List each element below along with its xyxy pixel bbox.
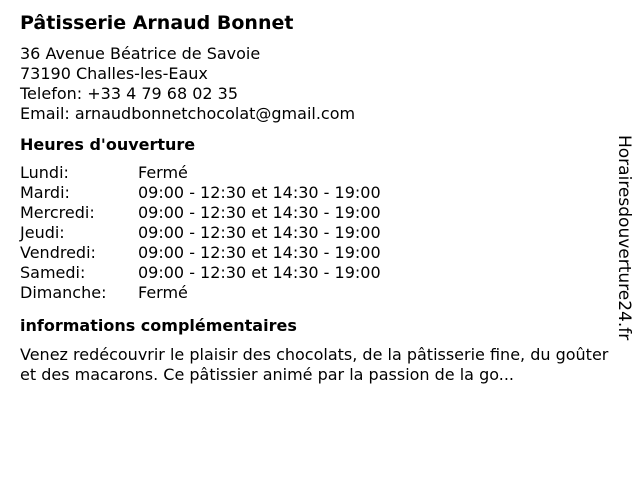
hours-day: Samedi: (20, 263, 86, 282)
hours-time: 09:00 - 12:30 et 14:30 - 19:00 (138, 263, 381, 282)
hours-day: Dimanche: (20, 283, 107, 302)
site-watermark: Horairesdouverture24.fr (614, 135, 634, 341)
hours-time: 09:00 - 12:30 et 14:30 - 19:00 (138, 203, 381, 222)
hours-day: Mardi: (20, 183, 70, 202)
opening-hours-table (20, 163, 620, 303)
hours-row-thursday (20, 223, 620, 243)
hours-day: Vendredi: (20, 243, 96, 262)
additional-info-section (20, 315, 620, 385)
hours-time: 09:00 - 12:30 et 14:30 - 19:00 (138, 223, 381, 242)
business-address (20, 44, 620, 124)
hours-day: Lundi: (20, 163, 69, 182)
business-name: Pâtisserie Arnaud Bonnet (20, 12, 294, 34)
hours-day: Mercredi: (20, 203, 95, 222)
hours-row-friday (20, 243, 620, 263)
hours-row-saturday (20, 263, 620, 283)
additional-info-title: informations complémentaires (20, 316, 297, 335)
hours-time: 09:00 - 12:30 et 14:30 - 19:00 (138, 243, 381, 262)
opening-hours-section (20, 134, 620, 303)
hours-time: Fermé (138, 163, 188, 182)
hours-time: 09:00 - 12:30 et 14:30 - 19:00 (138, 183, 381, 202)
hours-row-tuesday (20, 183, 620, 203)
address-street: 36 Avenue Béatrice de Savoie (20, 44, 261, 63)
hours-row-wednesday (20, 203, 620, 223)
address-city: 73190 Challes-les-Eaux (20, 64, 208, 83)
email-address: Email: arnaudbonnetchocolat@gmail.com (20, 104, 356, 123)
hours-time: Fermé (138, 283, 188, 302)
hours-row-monday (20, 163, 620, 183)
hours-row-sunday (20, 283, 620, 303)
phone-number: Telefon: +33 4 79 68 02 35 (20, 84, 239, 103)
additional-info-text: Venez redécouvrir le plaisir des chocolats, de la pâtisserie fine, du goûter et des macarons. Ce pâtissier animé par la passion de la go... (20, 345, 609, 384)
opening-hours-title: Heures d'ouverture (20, 135, 196, 154)
hours-day: Jeudi: (20, 223, 65, 242)
business-card (20, 10, 620, 385)
